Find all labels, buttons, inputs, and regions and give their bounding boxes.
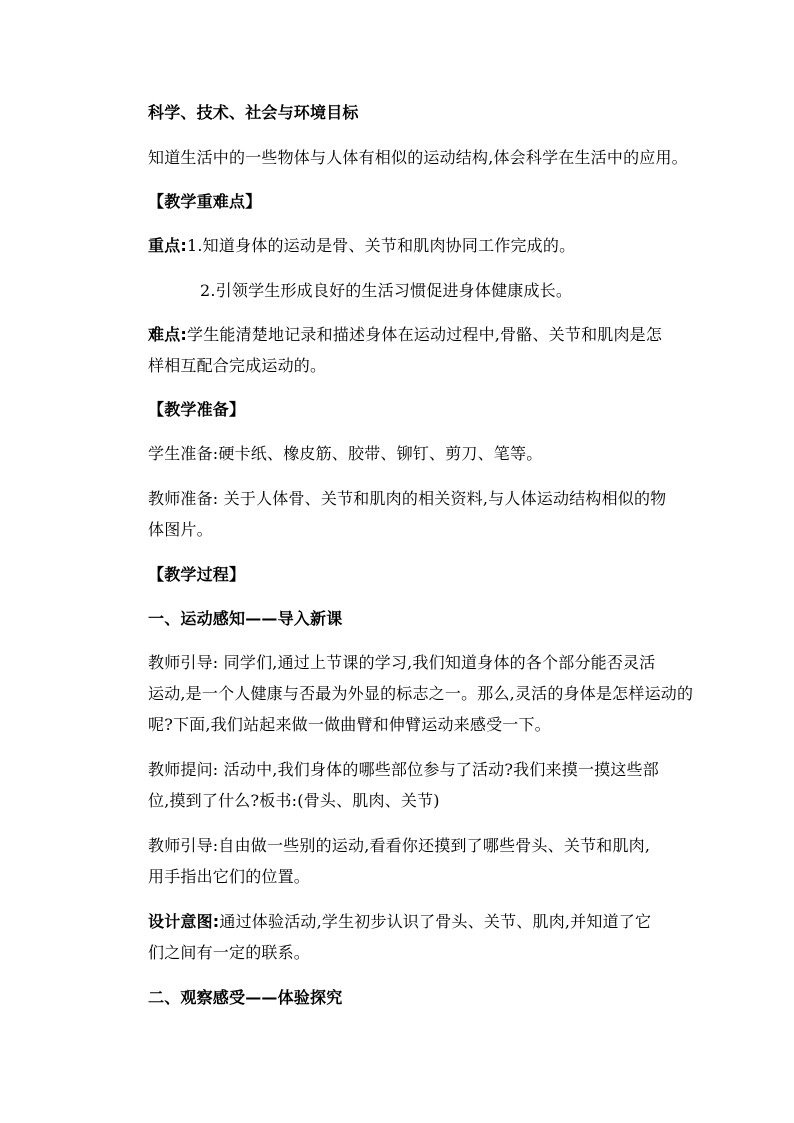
guide1-line-3: 呢?下面,我们站起来做一做曲臂和伸臂运动来感受一下。 bbox=[148, 715, 551, 734]
key-heading: 【教学重难点】 bbox=[148, 192, 262, 211]
teacher-prep-1: 教师准备: 关于人体骨、关节和肌肉的相关资料,与人体运动结构相似的物 bbox=[148, 489, 667, 508]
guide2-line-2: 用手指出它们的位置。 bbox=[148, 867, 311, 886]
student-prep: 学生准备:硬卡纸、橡皮筋、胶带、铆钉、剪刀、笔等。 bbox=[148, 444, 543, 463]
key-label: 重点: bbox=[148, 236, 187, 255]
goal-heading: 科学、技术、社会与环境目标 bbox=[148, 103, 359, 122]
design-line-2: 们之间有一定的联系。 bbox=[148, 943, 311, 962]
guide1-line-1: 教师引导: 同学们,通过上节课的学习,我们知道身体的各个部分能否灵活 bbox=[148, 653, 656, 672]
process-heading: 【教学过程】 bbox=[148, 565, 246, 584]
goal-text: 知道生活中的一些物体与人体有相似的运动结构,体会科学在生活中的应用。 bbox=[148, 148, 688, 167]
difficulty-label: 难点: bbox=[148, 325, 187, 344]
key-item-1: 1.知道身体的运动是骨、关节和肌肉协同工作完成的。 bbox=[187, 236, 576, 255]
teacher-prep-2: 体图片。 bbox=[148, 520, 213, 539]
design-line-1 bbox=[148, 912, 651, 932]
guide2-line-1: 教师引导:自由做一些别的运动,看看你还摸到了哪些骨头、关节和肌肉, bbox=[148, 836, 651, 855]
guide1-line-2: 运动,是一个人健康与否最为外显的标志之一。那么,灵活的身体是怎样运动的 bbox=[148, 684, 694, 703]
difficulty-text-2: 样相互配合完成运动的。 bbox=[148, 356, 327, 375]
difficulty-line-1 bbox=[148, 325, 662, 345]
step2-heading: 二、观察感受——体验探究 bbox=[148, 988, 343, 1007]
question-line-2: 位,摸到了什么?板书:(骨头、肌肉、关节) bbox=[148, 791, 440, 810]
step1-heading: 一、运动感知——导入新课 bbox=[148, 609, 343, 628]
prep-heading: 【教学准备】 bbox=[148, 400, 246, 419]
key-point-line bbox=[148, 236, 575, 256]
key-item-2: 2.引领学生形成良好的生活习惯促进身体健康成长。 bbox=[200, 281, 573, 300]
design-text-1: 通过体验活动,学生初步认识了骨头、关节、肌肉,并知道了它 bbox=[219, 912, 652, 931]
design-label: 设计意图: bbox=[148, 912, 220, 931]
difficulty-text-1: 学生能清楚地记录和描述身体在运动过程中,骨骼、关节和肌肉是怎 bbox=[187, 325, 663, 344]
question-line-1: 教师提问: 活动中,我们身体的哪些部位参与了活动?我们来摸一摸这些部 bbox=[148, 760, 659, 779]
